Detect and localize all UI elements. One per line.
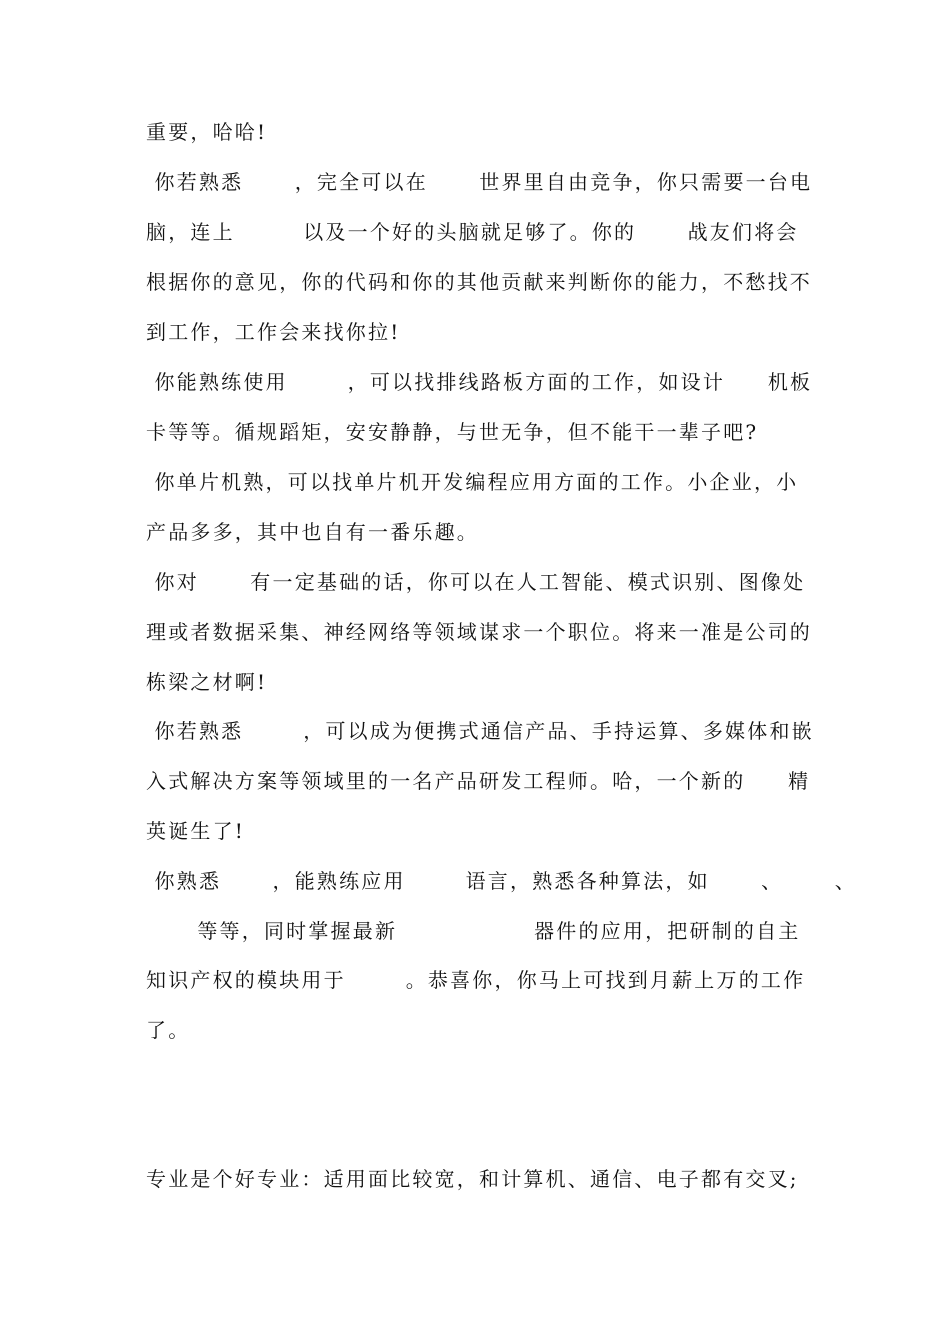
paragraph-line: 卡等等。循规蹈矩，安安静静，与世无争，但不能干一辈子吧? (146, 420, 759, 444)
paragraph-line: 产品多多，其中也自有一番乐趣。 (146, 520, 479, 544)
paragraph-line: 重要，哈哈! (146, 120, 268, 144)
paragraph-line: 入式解决方案等领域里的一名产品研发工程师。哈，一个新的 精 (146, 769, 811, 793)
paragraph-line: 了。 (146, 1018, 191, 1042)
paragraph-line: 英诞生了! (146, 819, 246, 843)
paragraph-line: 你对 有一定基础的话，你可以在人工智能、模式识别、图像处 (146, 570, 806, 594)
paragraph-line: 你若熟悉 ，完全可以在 世界里自由竞争，你只需要一台电 (146, 170, 813, 194)
paragraph-line: 你若熟悉 ，可以成为便携式通信产品、手持运算、多媒体和嵌 (146, 719, 814, 743)
paragraph-line: 你熟悉 ，能熟练应用 语言，熟悉各种算法，如 、 、 (146, 869, 857, 893)
paragraph-line: 你能熟练使用 ，可以找排线路板方面的工作，如设计 机板 (146, 370, 813, 394)
paragraph-line: 理或者数据采集、神经网络等领域谋求一个职位。将来一准是公司的 (146, 620, 812, 644)
paragraph-line: 专业是个好专业：适用面比较宽，和计算机、通信、电子都有交叉; (146, 1167, 799, 1191)
paragraph-line: 你单片机熟，可以找单片机开发编程应用方面的工作。小企业，小 (146, 470, 799, 494)
paragraph-line: 根据你的意见，你的代码和你的其他贡献来判断你的能力，不愁找不 (146, 270, 812, 294)
paragraph-line: 知识产权的模块用于 。恭喜你，你马上可找到月薪上万的工作 (146, 968, 806, 992)
paragraph-line: 脑，连上 以及一个好的头脑就足够了。你的 战友们将会 (146, 220, 799, 244)
paragraph-line: 到工作，工作会来找你拉! (146, 320, 401, 344)
paragraph-line: 栋梁之材啊! (146, 670, 268, 694)
paragraph-line: 等等，同时掌握最新 器件的应用，把研制的自主 (146, 919, 801, 943)
